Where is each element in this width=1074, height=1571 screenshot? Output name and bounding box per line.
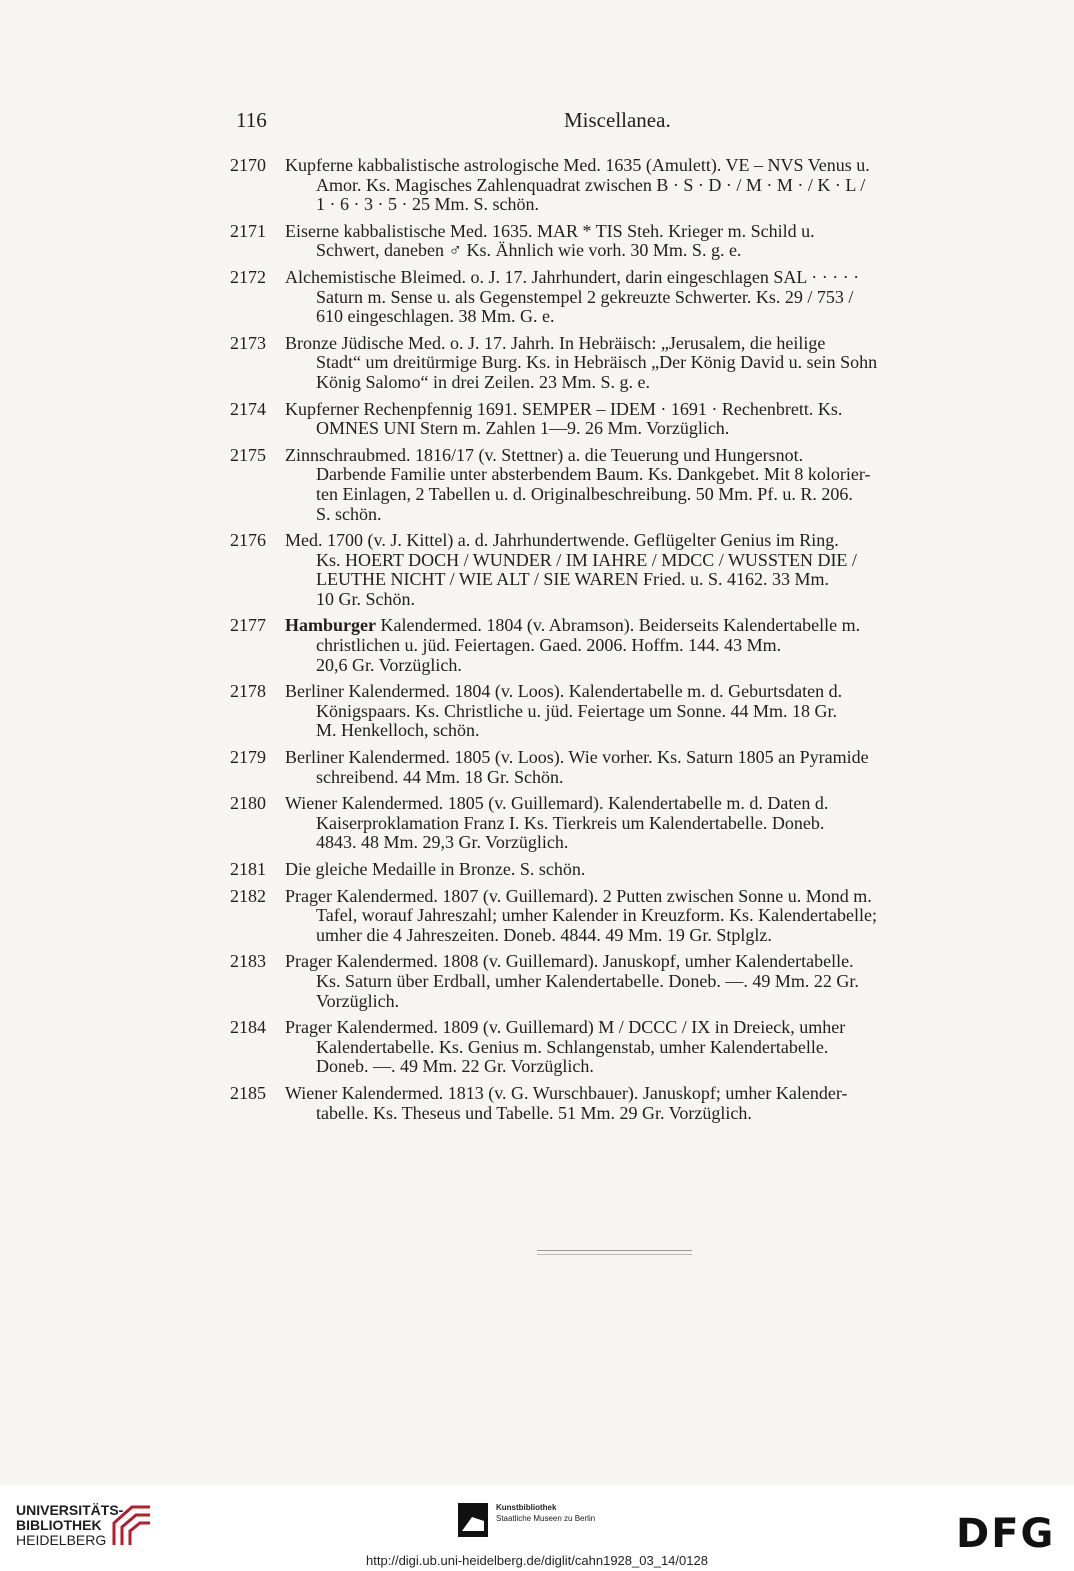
entry-bold-keyword: Hamburger [285,615,376,636]
kunstbibliothek-logo-icon[interactable] [458,1503,488,1537]
catalog-entry [230,748,1005,787]
entry-line: christlichen u. jüd. Feiertagen. Gaed. 2006. Hoffm. 144. 43 Mm. [316,635,782,656]
entry-line: Kupferner Rechenpfennig 1691. SEMPER – IDEM · 1691 · Rechenbrett. Ks. [285,398,843,419]
catalog-entry [230,156,1005,215]
entry-line: Med. 1700 (v. J. Kittel) a. d. Jahrhundertwende. Geflügelter Genius im Ring. [285,530,839,551]
catalog-entries [230,156,1005,1130]
entry-line: umher die 4 Jahreszeiten. Doneb. 4844. 49 Mm. 19 Gr. Stplglz. [316,924,772,945]
catalog-entry [230,1018,1005,1077]
entry-number: 2176 [230,530,266,551]
entry-line: ten Einlagen, 2 Tabellen u. d. Originalbeschreibung. 50 Mm. Pf. u. R. 206. [316,483,853,504]
entry-number: 2172 [230,266,266,287]
entry-line: Die gleiche Medaille in Bronze. S. schön. [285,859,586,879]
entry-number: 2184 [230,1017,266,1038]
entry-line: Zinnschraubmed. 1816/17 (v. Stettner) a. die Teuerung und Hungersnot. [285,444,804,465]
running-title: Miscellanea. [564,108,671,132]
entry-line: Doneb. —. 49 Mm. 22 Gr. Vorzüglich. [316,1056,594,1077]
entry-number: 2174 [230,398,266,419]
entry-line: Königspaars. Ks. Christliche u. jüd. Feiertage um Sonne. 44 Mm. 18 Gr. [316,700,837,721]
library-line-2: BIBLIOTHEK [16,1517,102,1533]
ub-logo-icon[interactable] [104,1501,156,1549]
entry-line: Amor. Ks. Magisches Zahlenquadrat zwischen B · S · D · / M · M · / K · L / [316,174,866,195]
entry-line: 20,6 Gr. Vorzüglich. [316,654,462,675]
entry-line: Alchemistische Bleimed. o. J. 17. Jahrhundert, darin eingeschlagen SAL · · · · · [285,266,860,287]
catalog-entry [230,400,1005,439]
catalog-entry [230,222,1005,261]
kunstbibliothek-label [496,1502,595,1524]
entry-line: Schwert, daneben ♂ Ks. Ähnlich wie vorh. 30 Mm. S. g. e. [316,240,742,261]
entry-number: 2177 [230,615,266,636]
end-rule [537,1250,692,1251]
entry-line: Wiener Kalendermed. 1813 (v. G. Wurschbauer). Januskopf; umher Kalender- [285,1082,848,1103]
entry-line: Ks. Saturn über Erdball, umher Kalendertabelle. Doneb. —. 49 Mm. 22 Gr. [316,970,859,991]
entry-line: 10 Gr. Schön. [316,588,415,609]
entry-line: LEUTHE NICHT / WIE ALT / SIE WAREN Fried. u. S. 4162. 33 Mm. [316,569,829,590]
entry-line: Stadt“ um dreitürmige Burg. Ks. in Hebräisch „Der König David u. sein Sohn [316,352,878,373]
entry-line: Eiserne kabbalistische Med. 1635. MAR * TIS Steh. Krieger m. Schild u. [285,220,815,241]
catalog-entry [230,446,1005,524]
entry-line: Berliner Kalendermed. 1804 (v. Loos). Kalendertabelle m. d. Geburtsdaten d. [285,681,843,702]
permalink-url[interactable]: http://digi.ub.uni-heidelberg.de/diglit/cahn1928_03_14/0128 [366,1553,708,1568]
entry-line: 1 · 6 · 3 · 5 · 25 Mm. S. schön. [316,194,539,215]
entry-line: Berliner Kalendermed. 1805 (v. Loos). Wie vorher. Ks. Saturn 1805 an Pyramide [285,747,869,768]
entry-number: 2185 [230,1082,266,1103]
catalog-entry [230,860,1005,880]
catalog-entry [230,682,1005,741]
entry-line: M. Henkelloch, schön. [316,720,480,741]
entry-line: Kaiserproklamation Franz I. Ks. Tierkreis um Kalendertabelle. Doneb. [316,812,825,833]
entry-line: Kupferne kabbalistische astrologische Med. 1635 (Amulett). VE – NVS Venus u. [285,155,870,175]
entry-line: Bronze Jüdische Med. o. J. 17. Jahrh. In Hebräisch: „Jerusalem, die heilige [285,332,826,353]
entry-line: Wiener Kalendermed. 1805 (v. Guillemard). Kalendertabelle m. d. Daten d. [285,793,829,814]
catalog-entry [230,952,1005,1011]
entry-line: Vorzüglich. [316,990,400,1011]
entry-line-text: Kalendermed. 1804 (v. Abramson). Beiderseits Kalendertabelle m. [375,615,861,636]
entry-line: OMNES UNI Stern m. Zahlen 1—9. 26 Mm. Vorzüglich. [316,418,730,439]
catalog-entry [230,616,1005,675]
entry-line: Prager Kalendermed. 1809 (v. Guillemard) M / DCCC / IX in Dreieck, umher [285,1017,846,1038]
entry-line: Saturn m. Sense u. als Gegenstempel 2 gekreuzte Schwerter. Ks. 29 / 753 / [316,286,854,307]
entry-number: 2170 [230,155,266,175]
catalog-entry [230,531,1005,609]
entry-line: 610 eingeschlagen. 38 Mm. G. e. [316,306,555,327]
dfg-logo[interactable]: DFG [956,1511,1056,1557]
catalog-entry [230,887,1005,946]
entry-line: S. schön. [316,503,382,524]
entry-line: schreibend. 44 Mm. 18 Gr. Schön. [316,766,564,787]
catalog-entry [230,268,1005,327]
entry-number: 2178 [230,681,266,702]
entry-number: 2173 [230,332,266,353]
entry-line: Ks. HOERT DOCH / WUNDER / IM IAHRE / MDCC / WUSSTEN DIE / [316,549,857,570]
entry-line: Kalendertabelle. Ks. Genius m. Schlangenstab, umher Kalendertabelle. [316,1036,829,1057]
entry-number: 2183 [230,951,266,972]
entry-number: 2171 [230,220,266,241]
entry-number: 2175 [230,444,266,465]
kb-line-2: Staatliche Museen zu Berlin [496,1514,596,1523]
entry-number: 2181 [230,859,266,879]
entry-number: 2182 [230,885,266,906]
entry-line: König Salomo“ in drei Zeilen. 23 Mm. S. g. e. [316,371,650,392]
library-line-3: HEIDELBERG [16,1532,107,1548]
entry-line: 4843. 48 Mm. 29,3 Gr. Vorzüglich. [316,832,569,853]
kb-line-1: Kunstbibliothek [496,1503,557,1512]
entry-line: Prager Kalendermed. 1807 (v. Guillemard). 2 Putten zwischen Sonne u. Mond m. [285,885,872,906]
entry-line: Tafel, worauf Jahreszahl; umher Kalender in Kreuzform. Ks. Kalendertabelle; [316,905,877,926]
entry-line: Darbende Familie unter absterbendem Baum. Ks. Dankgebet. Mit 8 kolorier- [316,464,871,485]
catalog-entry [230,334,1005,393]
end-rule-lower [537,1254,692,1255]
entry-line: Prager Kalendermed. 1808 (v. Guillemard). Januskopf, umher Kalendertabelle. [285,951,854,972]
page-number: 116 [236,108,267,132]
page-header [236,108,1006,134]
catalog-entry [230,794,1005,853]
entry-number: 2179 [230,747,266,768]
catalog-entry [230,1084,1005,1123]
footer [0,1485,1074,1571]
library-line-1: UNIVERSITÄTS- [16,1502,124,1518]
entry-line [285,616,1005,636]
entry-number: 2180 [230,793,266,814]
entry-line: tabelle. Ks. Theseus und Tabelle. 51 Mm. 29 Gr. Vorzüglich. [316,1102,752,1123]
